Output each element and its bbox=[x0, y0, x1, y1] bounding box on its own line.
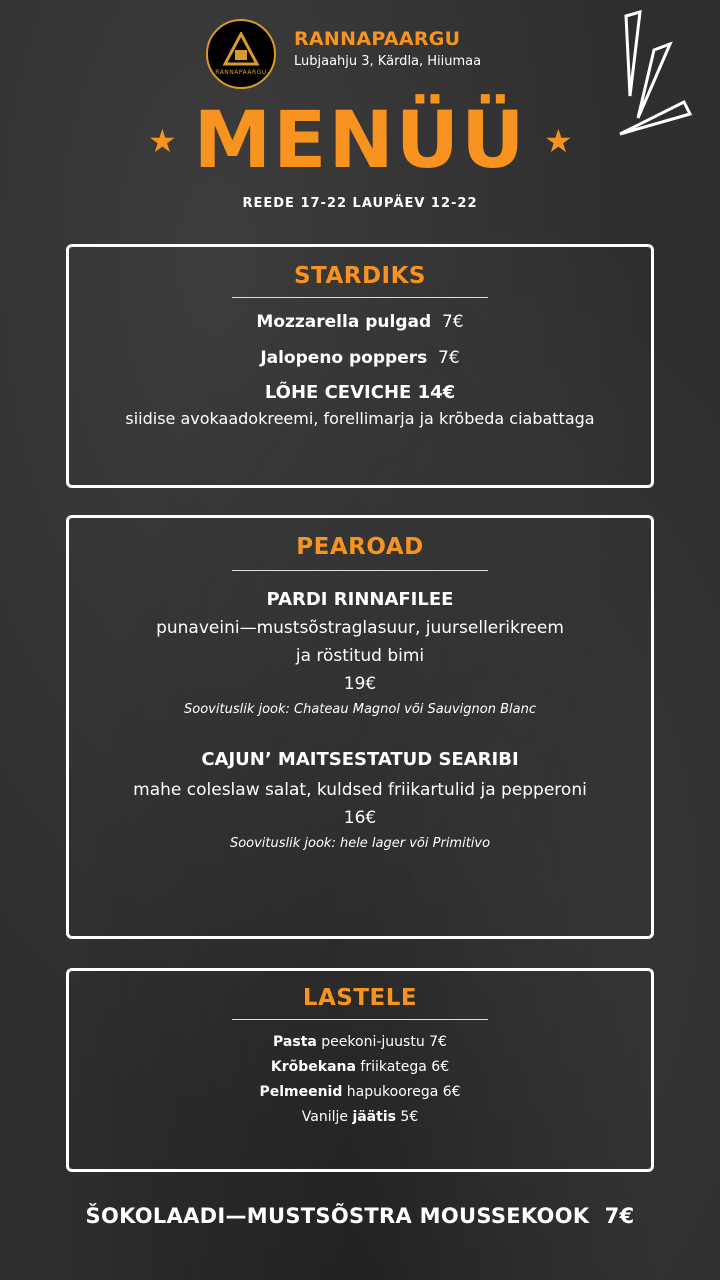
menu-item bbox=[69, 1109, 651, 1125]
item-detail: friikatega 6€ bbox=[355, 1059, 450, 1075]
item-name: jäätis bbox=[352, 1109, 396, 1125]
item-description: ja röstitud bimi bbox=[295, 646, 425, 666]
house-icon bbox=[221, 32, 261, 68]
address: Lubjaahju 3, Kärdla, Hiiumaa bbox=[294, 54, 482, 69]
section-heading: LASTELE bbox=[302, 985, 418, 1011]
drink-suggestion: Soovituslik jook: Chateau Magnol või Sauvignon Blanc bbox=[184, 702, 536, 717]
opening-hours: REEDE 17-22 LAUPÄEV 12-22 bbox=[242, 196, 478, 211]
dessert-text: ŠOKOLAADI—MUSTSÕSTRA MOUSSEKOOK 7€ bbox=[85, 1204, 635, 1228]
item-name: LÕHE CEVICHE 14€ bbox=[264, 382, 456, 403]
item-price: 7€ bbox=[441, 312, 464, 332]
item-name: Pasta bbox=[273, 1034, 317, 1050]
drink-suggestion: Soovituslik jook: hele lager või Primitivo bbox=[229, 836, 491, 851]
menu-item bbox=[69, 1059, 651, 1075]
item-prefix: Vanilje bbox=[301, 1109, 353, 1125]
item-price: 19€ bbox=[343, 674, 377, 694]
menu-item bbox=[69, 1034, 651, 1050]
kids-section bbox=[66, 968, 654, 1172]
section-heading: STARDIKS bbox=[293, 263, 427, 289]
item-price: 16€ bbox=[343, 808, 377, 828]
section-heading: PEAROAD bbox=[296, 534, 424, 560]
item-description: mahe coleslaw salat, kuldsed friikartulid ja pepperoni bbox=[133, 780, 587, 800]
mains-section bbox=[66, 515, 654, 939]
item-detail: peekoni-juustu 7€ bbox=[316, 1034, 447, 1050]
item-name: Jalopeno poppers bbox=[260, 348, 428, 368]
item-price: 7€ bbox=[438, 348, 460, 368]
logo-text: RANNAPAARGU bbox=[215, 69, 267, 76]
item-name: Pelmeenid bbox=[259, 1084, 343, 1100]
item-description: siidise avokaadokreemi, forellimarja ja krõbeda ciabattaga bbox=[125, 409, 595, 428]
menu-item bbox=[69, 312, 651, 332]
menu-item bbox=[69, 348, 651, 368]
starters-section bbox=[66, 244, 654, 488]
dessert-item bbox=[0, 1204, 720, 1228]
item-name: CAJUN’ MAITSESTATUD SEARIBI bbox=[201, 749, 519, 770]
item-name: Mozzarella pulgad bbox=[256, 312, 432, 332]
item-detail: 5€ bbox=[395, 1109, 419, 1125]
star-left-icon: ★ bbox=[148, 122, 177, 160]
menu-item bbox=[69, 1084, 651, 1100]
item-name: PARDI RINNAFILEE bbox=[266, 589, 454, 610]
restaurant-logo bbox=[206, 19, 276, 89]
menu-title: MENÜÜ bbox=[193, 96, 527, 186]
star-right-icon: ★ bbox=[544, 122, 573, 160]
divider bbox=[232, 1019, 488, 1020]
brand-name: RANNAPAARGU bbox=[294, 28, 461, 50]
item-detail: hapukoorega 6€ bbox=[342, 1084, 461, 1100]
divider bbox=[232, 297, 488, 298]
divider bbox=[232, 570, 488, 571]
item-name: Krõbekana bbox=[270, 1059, 356, 1075]
item-description: punaveini—mustsõstraglasuur, juursellerikreem bbox=[156, 618, 564, 638]
